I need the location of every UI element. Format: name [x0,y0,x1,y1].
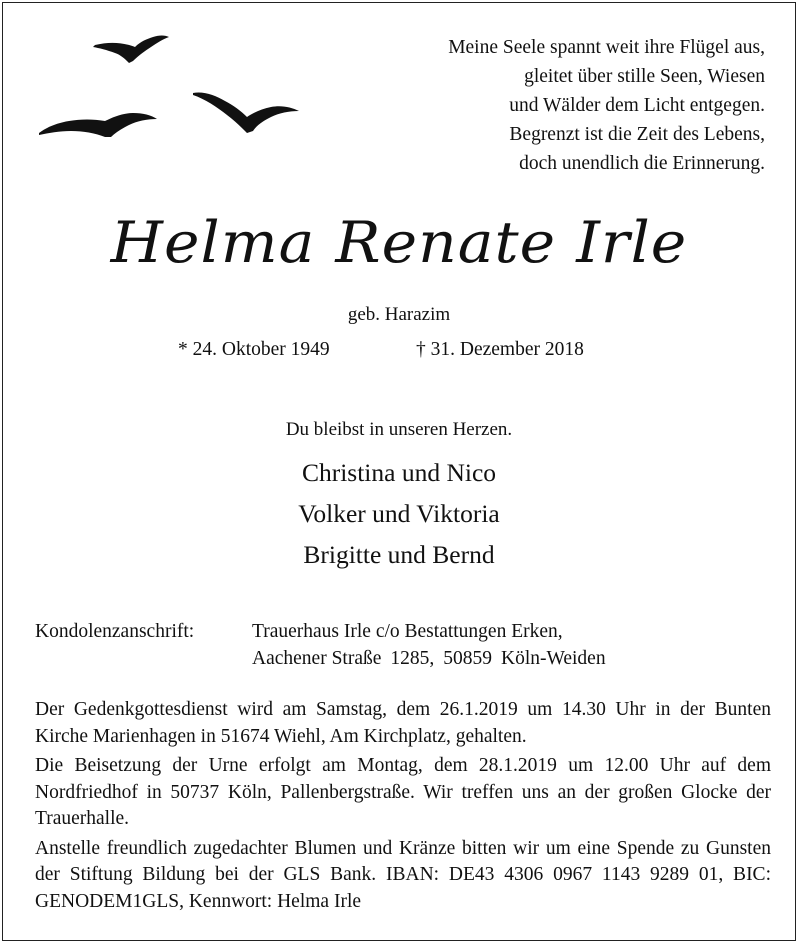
bird-top-icon [93,36,169,64]
bird-right-icon [193,92,299,133]
condolence-address [252,618,615,672]
birth-name: geb. Harazim [347,304,451,325]
address-city: Köln-Weiden [501,648,606,669]
address-street: Aachener Straße [252,648,382,669]
donation-text: Anstelle freundlich zugedachter Blumen und Kränze bitten wir um eine Spende zu Gunsten der Stiftung Bildung bei der GLS Bank. IBAN: DE43 4306 0967 1143 9289 01, BIC: GENODEM1GLS, Kennwort: Helma Irle [35,837,771,912]
poem-line: doch unendlich die Erinnerung. [519,153,765,174]
flying-birds-illustration [33,33,303,143]
poem-line: Meine Seele spannt weit ihre Flügel aus, [448,37,765,58]
poem-line: und Wälder dem Licht entgegen. [509,95,765,116]
bird-left-icon [39,113,157,137]
motto: Du bleibst in unseren Herzen. [285,419,513,440]
address-street-line [252,645,615,672]
obituary-card [2,2,796,941]
burial-text: Die Beisetzung der Urne erfolgt am Montag, dem 28.1.2019 um 12.00 Uhr auf dem Nordfriedhof in 50737 Köln, Pallenbergstraße. Wir treffen uns an der großen Glocke der Trauerhalle. [35,755,771,829]
deceased-name: Helma Renate Irle [110,209,688,277]
address-line: Trauerhaus Irle c/o Bestattungen Erken, [252,621,563,642]
mourner-list [3,452,795,575]
address-zip: 50859 [443,648,493,669]
birth-date: * 24. Oktober 1949 [178,339,330,360]
memorial-service-text: Der Gedenkgottesdienst wird am Samstag, dem 26.1.2019 um 14.30 Uhr in der Bunten Kirche Marienhagen in 51674 Wiehl, Am Kirchplatz, gehalten. [35,699,771,747]
poem-line: Begrenzt ist die Zeit des Lebens, [509,124,765,145]
poem [325,33,765,178]
mourner-names: Christina und Nico [301,458,497,487]
service-information [35,697,771,915]
mourner-names: Volker und Viktoria [298,499,500,528]
condolence-label: Kondolenzanschrift: [35,621,195,642]
address-number: 1285, [390,648,435,669]
poem-line: gleitet über stille Seen, Wiesen [524,66,765,87]
death-date: † 31. Dezember 2018 [416,339,584,360]
mourner-names: Brigitte und Bernd [303,540,495,569]
